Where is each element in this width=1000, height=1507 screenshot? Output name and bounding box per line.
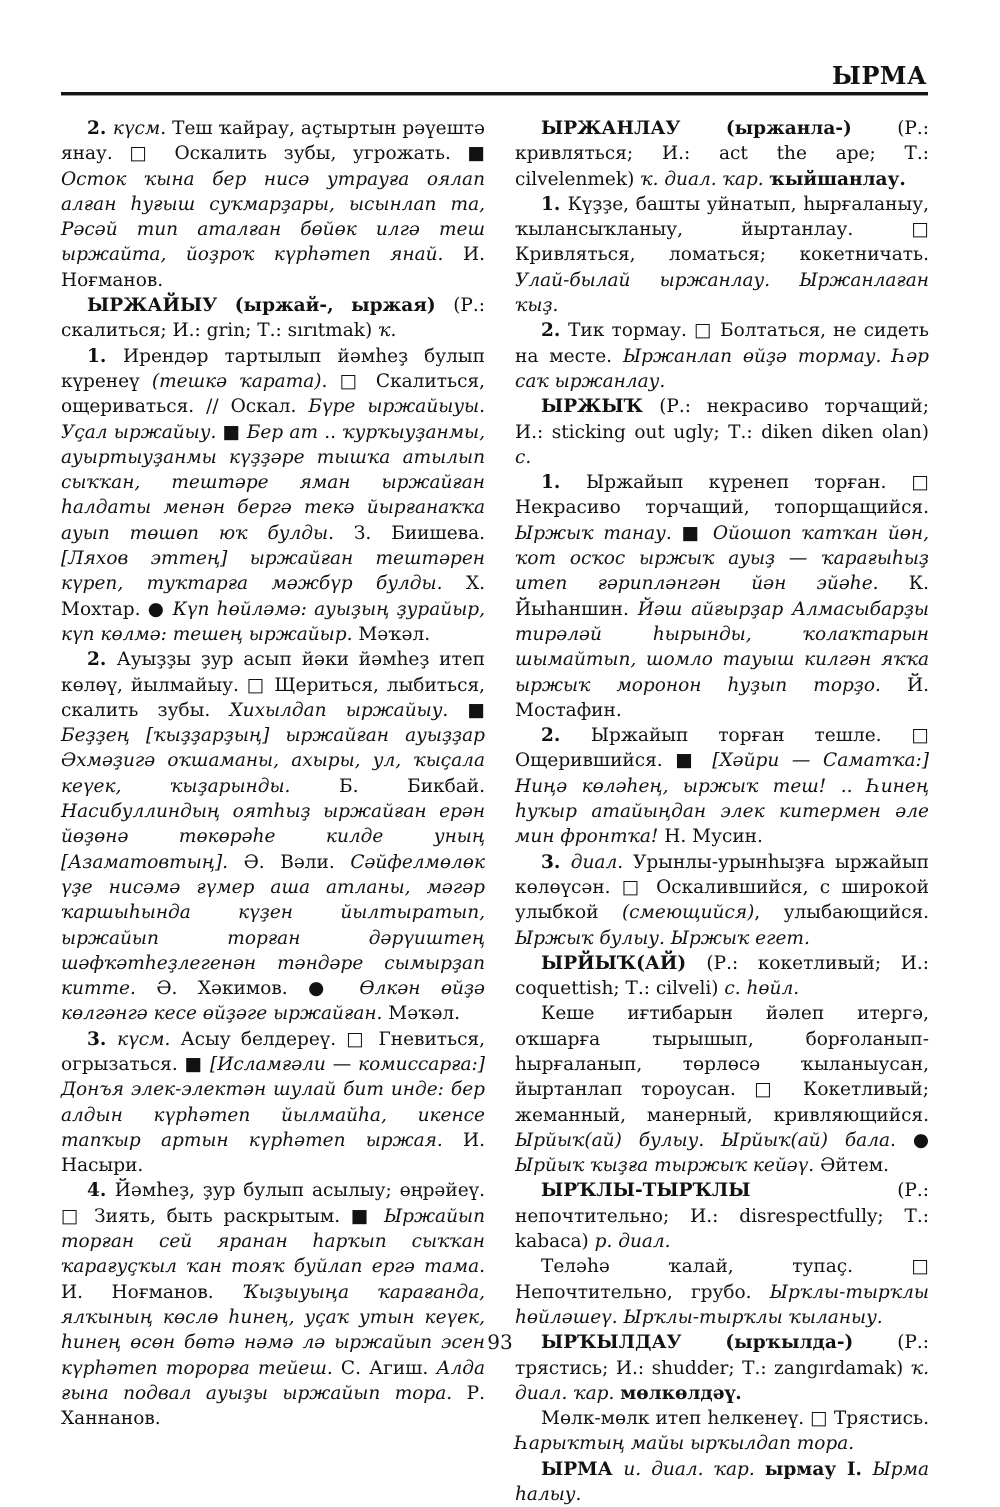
italic-run: Осток ҡына бер нисә утрауға оялап алған һуғыш суҡмарҙары, ысынлап та, Рәсәй тип аталған бөйөк илгә теш ыржайта, йоҙроҡ күрһәтеп янай. <box>61 168 485 266</box>
text-run: С. Агиш. <box>340 1357 437 1379</box>
text-run: И. Насыри. <box>61 1129 485 1177</box>
sense-2 <box>515 723 929 849</box>
italic-run: Күп һөйләмә: ауыҙың ҙурайыр, күп көлмә: тешең ыржайыр. <box>61 598 485 645</box>
text-run: Мәҡәл. <box>358 623 431 645</box>
italic-run: Йәш айғырҙар Алмасыбарҙы тирәләй һырынды, ҡолаҡтарын шымайтып, шомло тауыш килгән яҡҡа ыржыҡ моронон һуҙып торҙо. <box>515 598 929 696</box>
italic-run: диал. <box>570 851 634 873</box>
bold-run: 1. <box>541 472 587 494</box>
bold-run: ЫРЖАНЛАУ (ыржанла-) <box>541 118 898 139</box>
text-run: Асыу белдереү. □ Гневиться, огрызаться. ■ <box>61 1028 485 1075</box>
bold-run: 2. <box>87 649 117 671</box>
sense-3 <box>61 1027 485 1179</box>
italic-run: Ҡыҙыуыңа ҡарағанда, ялҡының көслө һинең, уҫаҡ утын кеүек, һинең өсөн бөтә нәмә лә ыржайып эсен күрһәтеп торорға тейеш. <box>61 1281 485 1379</box>
text-run: Ыржайып торған тешле. □ Ощерившийся. ■ <box>515 725 929 772</box>
bold-run: ЫРЖАЙЫУ (ыржай-, ыржая) <box>87 295 454 317</box>
text-run: Х. Мохтар. ● <box>61 573 485 620</box>
text-run: Мәҡәл. <box>388 1003 461 1025</box>
text-run: Р. Ханнанов. <box>61 1382 485 1430</box>
italic-run: Бүре ыржайыуы. Уҫал ыржайыу. <box>61 396 485 443</box>
italic-run: Насибуллиндың оятһыҙ ыржайған ерән йөҙөнә төкөрәһе килде уның [Азаматовтың]. <box>61 801 485 873</box>
italic-run: Өлкән өйҙә көлгәнгә кесе өйҙәге ыржайған. <box>61 978 486 1025</box>
text-run: (Р.: некрасиво торчащий; И.: sticking out ugly; Т.: diken diken olan) <box>515 396 929 443</box>
text-columns <box>61 116 929 1507</box>
running-header: ЫРМА <box>832 61 927 90</box>
text-run: Теләһә ҡалай, тупаҫ. □ Непочтительно, грубо. <box>515 1256 929 1303</box>
text-run: Ә. Вәли. <box>243 851 351 873</box>
headword-entry-yrkly-tyrkly <box>515 1178 929 1254</box>
sense-1 <box>515 192 929 318</box>
text-run: (Р.: кокетливый; И.: coquettish; Т.: cilveli) <box>515 952 929 1000</box>
bold-run: 3. <box>87 1028 118 1050</box>
bold-run: 2. <box>541 320 569 342</box>
page-number: 93 <box>487 1330 513 1354</box>
bold-run: 3. <box>541 851 571 873</box>
italic-run: с. <box>515 446 532 468</box>
sense-2-figurative-continuation <box>61 116 485 293</box>
headword-entry-yrzhayyu <box>61 293 485 344</box>
text-run: И. Ноғманов. <box>61 244 485 291</box>
italic-run: Ыржыҡ танау. <box>515 522 682 544</box>
italic-run: Сәйфелмөлөк үҙе нисәмә ғүмер аша атланы, мәгәр ҡаршыһында күҙен йылтыратып, ыржайып торған дәрүиштең шәфҡәтһеҙлегенән тәндәре сымырҙап китте. <box>61 851 485 1000</box>
text-run: ■ <box>681 522 713 544</box>
bold-run: ЫРЙЫҠ(АЙ) <box>541 952 707 974</box>
italic-run: р. диал. <box>594 1231 671 1253</box>
definition <box>515 1254 929 1330</box>
text-run: (Р.: скалиться; И.: grin; Т.: sırıtmak) <box>61 295 485 342</box>
italic-run: Ырйыҡ ҡыҙға тыржыҡ кейәү. <box>515 1155 821 1177</box>
italic-run: Бер ат .. ҡурҡыуҙанмы, ауыртыуҙанмы күҙҙәре тышҡа атылып сыҡҡан, тештәре яман ыржайған һалдаты менән бергә текә йырғанаҡҡа ауып төшөп юҡ булды. <box>61 421 485 544</box>
headword-entry-yrzhanlau <box>515 116 929 192</box>
italic-run: Ыржыҡ булыу. Ыржыҡ егет. <box>515 927 810 949</box>
text-run: Күҙҙе, башты уйнатып, һырғаланыу, ҡылансыҡланыу, йыртанлау. □ Кривляться, ломаться; кокетничать. <box>515 193 929 266</box>
italic-run: Беҙҙең [ҡыҙҙарҙың] ыржайған ауыҙҙар Әхмәҙигә оҡшаманы, ахыры, ул, ҡыҫала кеүек, ҡыҙарынды. <box>61 725 485 797</box>
bold-run: ырмау I. <box>764 1458 873 1480</box>
italic-run: ҡ. диал. ҡар. <box>640 168 770 190</box>
italic-run: Улай-былай ыржанлау. Ыржанлаған ҡыҙ. <box>515 269 929 317</box>
definition <box>515 1001 929 1178</box>
bold-run: ЫРҠЛЫ-ТЫРҠЛЫ <box>541 1180 898 1202</box>
italic-run: күсм. <box>112 118 173 139</box>
bold-run: 2. <box>541 725 591 747</box>
text-run: (Р.: непочтительно; И.: disrespectfully; Т.: kabaca) <box>515 1180 929 1253</box>
italic-run: Хихылдап ыржайыу. <box>229 699 468 721</box>
column-right <box>515 116 929 1507</box>
italic-run: Ойошоп ҡатҡан йөн, ҡот осҡос ыржыҡ ауыҙ — ҡарағыһыҙ итеп ғәрипләнгән йән эйәһе. <box>515 522 929 595</box>
sense-1 <box>515 470 929 723</box>
italic-run: [Хәйри — Саматҡа:] Ниңә көләһең, ыржыҡ теш! .. Һинең һуҡыр атайыңдан элек китермен әле мин фронтҡа! <box>515 750 929 848</box>
text-run: Й. Мостафин. <box>515 674 929 721</box>
headword-entry-yrma <box>515 1457 929 1507</box>
text-run: , улыбающийся. <box>754 902 929 924</box>
text-run: Ауыҙҙы ҙур асып йәки йәмһеҙ итеп көлөү, йылмайыу. □ Щериться, лыбиться, скалить зубы. <box>61 649 485 721</box>
sense-2 <box>515 318 929 394</box>
bold-run: мөлкөлдәү. <box>620 1382 742 1404</box>
italic-run: күсм. <box>117 1028 181 1050</box>
italic-run: с. һөйл. <box>724 978 800 1000</box>
bold-run: 2. <box>87 118 113 139</box>
text-run: Ирендәр тартылып йәмһеҙ булып күренеү <box>61 345 485 392</box>
text-run: Н. Мусин. <box>664 826 763 848</box>
text-run: Теш ҡайрау, аҫтыртын рәүештә янау. □ Оскалить зубы, угрожать. ■ <box>61 118 485 165</box>
italic-run: Ырма һалыу. <box>515 1458 929 1506</box>
text-run: ■ <box>467 699 486 721</box>
sense-2 <box>61 647 485 1026</box>
text-run: Кеше иғтибарын йәлеп итергә, оҡшарға тырышып, борғоланып-һырғаланып, төрлөсә ҡыланыусан, йыртанлап тороусан. □ Кокетливый; жеманный, манерный, кривляющийся. <box>515 1003 929 1126</box>
headword-entry-yrzhyk <box>515 394 929 470</box>
text-run: (Р.: кривляться; И.: act the ape; Т.: cilvelenmek) <box>515 118 929 190</box>
text-run: К. Йыһаншин. <box>515 573 929 620</box>
italic-run: Һарыҡтың майы ырҡылдап тора. <box>515 1433 855 1455</box>
sense-1 <box>61 344 485 648</box>
text-run: ● <box>912 1129 929 1151</box>
text-run: Әйтем. <box>820 1155 890 1177</box>
bold-run: ҡыйшанлау. <box>769 168 906 190</box>
bold-run: 1. <box>541 193 568 215</box>
italic-run: и. диал. ҡар. <box>623 1458 765 1480</box>
definition <box>515 1406 929 1457</box>
headword-entry-yryyk-ay <box>515 951 929 1002</box>
bold-run: 1. <box>87 345 123 367</box>
text-run: Тик тормау. □ Болтаться, не сидеть на месте. <box>515 320 929 367</box>
italic-run: ҡ. <box>378 320 397 342</box>
bold-run: ЫРЖЫҠ <box>541 396 660 418</box>
italic-run: (тешкә ҡарата) <box>151 370 322 392</box>
text-run: Урынлы-урынһыҙға ыржайып көлөүсән. □ Оскалившийся, с широкой улыбкой <box>515 851 929 924</box>
italic-run: (смеющийся) <box>621 902 755 924</box>
bold-run: ЫРҠЫЛДАУ (ырҡылда-) <box>541 1332 898 1354</box>
italic-run: Ыржанлап өйҙә тормау. Һәр саҡ ыржанлау. <box>515 345 929 392</box>
italic-run: Ыржайып торған сей яранан һарҡып сыҡҡан ҡарағуҫҡыл ҡан тояҡ буйлап ергә тама. <box>61 1205 485 1278</box>
text-run: Б. Бикбай. <box>339 775 485 797</box>
text-run: Ә. Хәкимов. ● <box>156 978 360 1000</box>
italic-run: Алда ғына подвал ауыҙы ыржайып тора. <box>61 1357 485 1404</box>
bold-run: 4. <box>87 1180 115 1202</box>
text-run: Ыржайып күренеп торған. □ Некрасиво торчащий, топорщащийся. <box>515 472 929 519</box>
sense-3 <box>515 850 929 951</box>
italic-run: Ырҡлы-тырҡлы һөйләшеү. Ырҡлы-тырҡлы ҡыланыу. <box>515 1281 929 1328</box>
italic-run: Ырйыҡ(ай) булыу. Ырйыҡ(ай) бала. <box>515 1129 913 1151</box>
italic-run: [Ляхов эттең] ыржайған тештәрен күреп, туҡтарға мәжбүр булды. <box>61 548 485 595</box>
italic-run: [Исламғәли — комиссарға:] Донъя элек-электән шулай бит инде: бер алдын күрһәтеп йылмайһа, икенсе тапҡыр артын күрһәтеп ыржая. <box>61 1053 485 1151</box>
text-run: И. Ноғманов. <box>61 1281 243 1303</box>
text-run: З. Биишева. <box>353 522 485 544</box>
text-run: Йәмһеҙ, ҙур булып асылыу; өңрәйеү. □ Зиять, быть раскрытым. ■ <box>61 1180 485 1227</box>
header-rule <box>61 92 928 96</box>
text-run: ■ <box>222 421 247 443</box>
text-run: (Р.: трястись; И.: shudder; Т.: zangırdamak) <box>515 1332 929 1379</box>
text-run: . □ Скалиться, ощериваться. // Оскал. <box>61 370 485 418</box>
bold-run: ЫРМА <box>541 1458 624 1480</box>
text-run: Мөлк-мөлк итеп һелкенеү. □ Трястись. <box>541 1408 929 1430</box>
sense-4 <box>61 1178 485 1431</box>
italic-run: ҡ. диал. ҡар. <box>515 1357 929 1404</box>
column-left <box>61 116 485 1507</box>
